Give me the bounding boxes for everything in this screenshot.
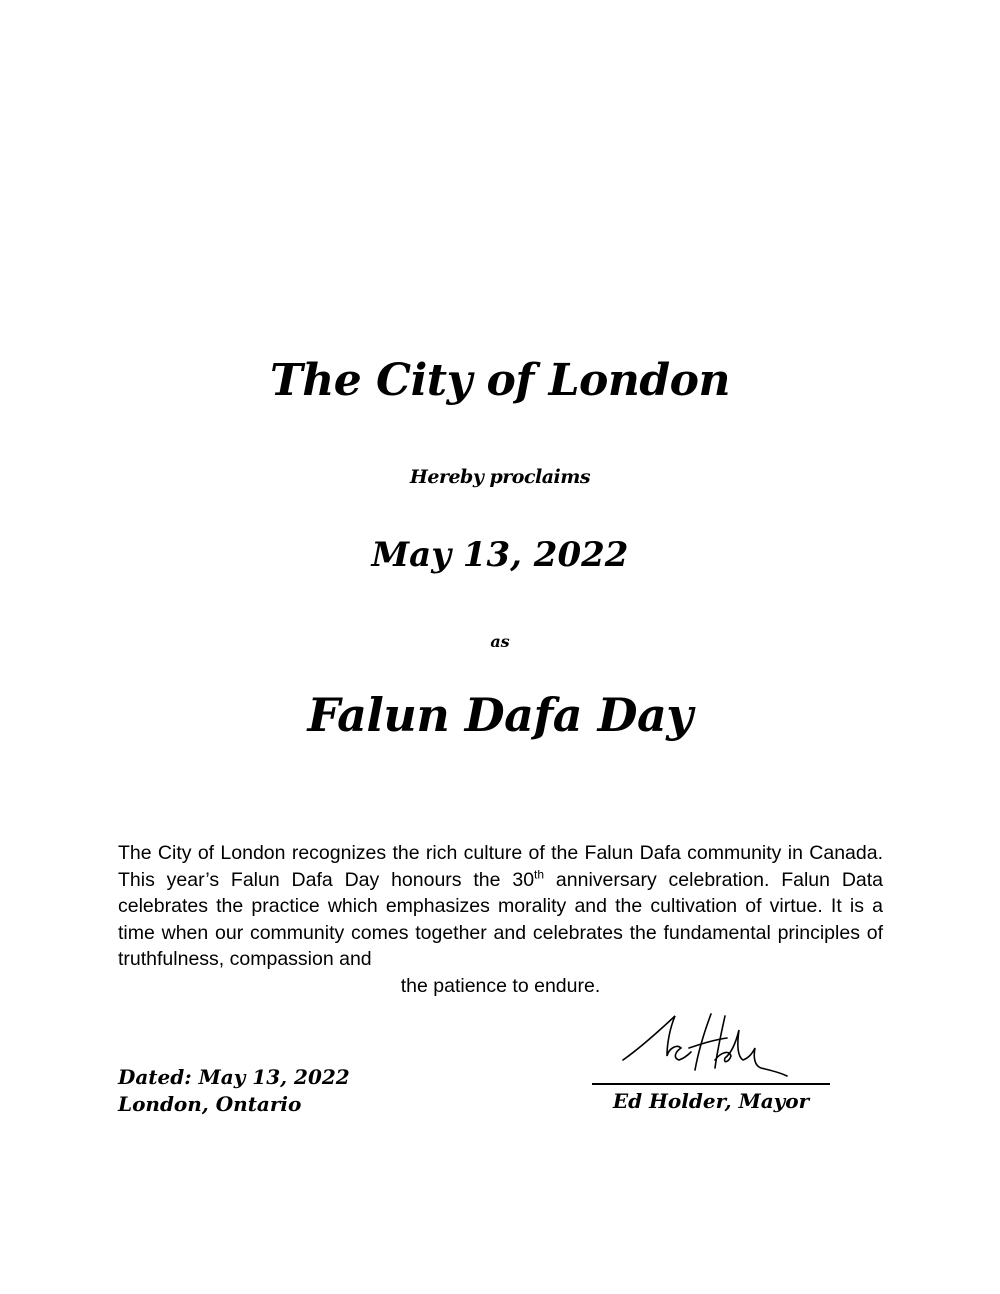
handwritten-signature <box>615 1008 790 1088</box>
signature-line <box>592 1083 830 1085</box>
dated-block <box>118 1064 350 1118</box>
day-title: Falun Dafa Day <box>307 688 693 742</box>
city-title: The City of London <box>270 355 730 406</box>
hereby-proclaims-text: Hereby proclaims <box>409 466 591 488</box>
proclamation-date: May 13, 2022 <box>371 535 629 575</box>
dated-label: Dated: May 13, 2022 <box>118 1065 350 1089</box>
as-text: as <box>490 632 510 651</box>
dated-place: London, Ontario <box>118 1092 302 1116</box>
body-text-last-line: the patience to endure. <box>400 974 601 997</box>
signatory-name: Ed Holder, Mayor <box>612 1089 810 1113</box>
proclamation-body <box>118 840 883 999</box>
body-text-superscript: th <box>534 867 545 881</box>
body-text-part2: anniversary celebration. Falun Data celebrates the practice which emphasizes morality and the cultivation of virtue. It is a time when our community comes together and celebrates the fundamental principles of truthfulness, compassion and <box>118 868 884 970</box>
body-text-part1: The City of London recognizes the rich culture of the Falun Dafa community in Canada. This year’s Falun Dafa Day honours the 30 <box>118 842 883 891</box>
